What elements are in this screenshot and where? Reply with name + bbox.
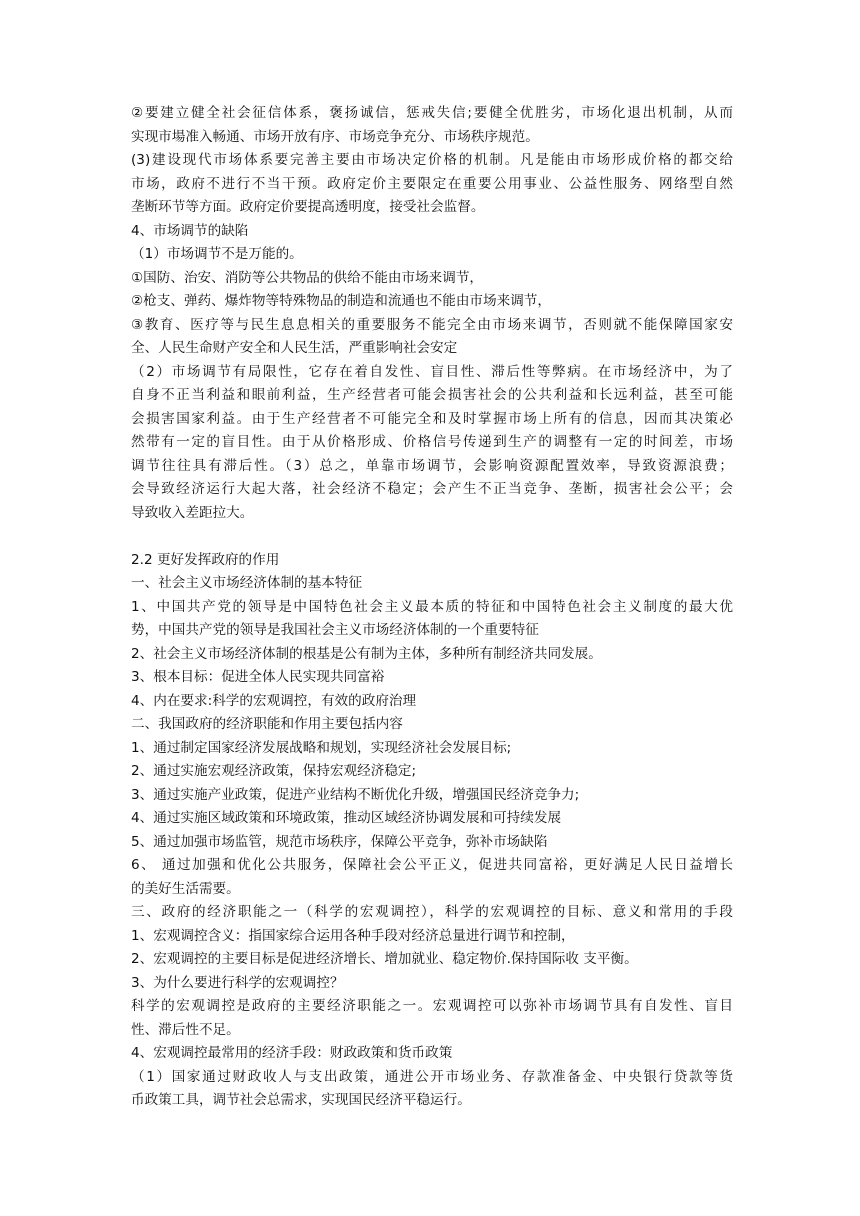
- text-line: 3、根本目标：促进全体人民实现共同富裕: [131, 669, 385, 685]
- text-line: 导致收入差距拉大。: [131, 504, 254, 521]
- text-line: 4、内在要求:科学的宏观调控，有效的政府治理: [131, 692, 417, 709]
- text-line: ③教育、医疗等与民生息息相关的重要服务不能完全由市场来调节，否则就不能保障国家安: [131, 316, 733, 333]
- text-line: 的美好生活需要。: [131, 880, 240, 897]
- section-heading: 二、我国政府的经济职能和作用主要包括内容: [131, 716, 403, 732]
- document-page: [131, 102, 733, 1113]
- text-line: 1、中国共产党的领导是中国特色社会主义最本质的特征和中国特色社会主义制度的最大优: [131, 598, 733, 615]
- text-line: 2、宏观调控的主要目标是促进经济增长、增加就业、稳定物价.保持国际收 支平衡。: [131, 951, 638, 967]
- text-line: （2）市场调节有局限性，它存在着自发性、盲目性、滞后性等弊病。在市场经济中，为了: [131, 363, 733, 380]
- text-line: 3、为什么要进行科学的宏观调控？: [131, 974, 344, 991]
- text-line: 势，中国共产党的领导是我国社会主义市场经济体制的一个重要特征: [131, 622, 539, 638]
- text-line: 5、通过加强市场监管，规范市场秩序，保障公平竞争，弥补市场缺陷: [131, 833, 548, 850]
- text-line: 全、人民生命财产安全和人民生活，严重影响社会安定: [131, 340, 458, 356]
- text-line: 2、社会主义市场经济体制的根基是公有制为主体，多种所有制经济共同发展。: [131, 645, 602, 662]
- text-line: ①国防、治安、消防等公共物品的供给不能由市场来调节，: [131, 269, 484, 286]
- text-line: 科学的宏观调控是政府的主要经济职能之一。宏观调控可以弥补市场调节具有自发性、盲目: [131, 998, 733, 1014]
- blank-line: [131, 525, 733, 549]
- section-heading: 三、政府的经济职能之一（科学的宏观调控），科学的宏观调控的目标、意义和常用的手段: [131, 904, 733, 920]
- text-line: 1、宏观调控含义：指国家综合运用各种手段对经济总量进行调节和控制，: [131, 927, 575, 944]
- text-line: 会导致经济运行大起大落，社会经济不稳定；会产生不正当竞争、垄断，损害社会公平；会: [131, 481, 733, 497]
- text-line: 币政策工具，调节社会总需求，实现国民经济平稳运行。: [131, 1092, 471, 1108]
- text-line: 1、通过制定国家经济发展战略和规划，实现经济社会发展目标;: [131, 739, 512, 756]
- text-line: 4、宏观调控最常用的经济手段：财政政策和货币政策: [131, 1045, 453, 1061]
- text-line: 2、通过实施宏观经济政策，保持宏观经济稳定;: [131, 763, 417, 779]
- text-line: 实现市場准入畅通、市场开放有序、市场竞争充分、市场秩序规范。: [131, 128, 539, 145]
- text-line: 6、 通过加强和优化公共服务，保障社会公平正义，促进共同富裕，更好满足人民日益增长: [131, 857, 733, 873]
- text-line: (3)建设现代市场体系要完善主要由市场决定价格的机制。凡是能由市场形成价格的都交给: [131, 152, 733, 168]
- text-line: 市场，政府不进行不当干预。政府定价主要限定在重要公用事业、公益性服务、网络型自然: [131, 175, 733, 192]
- text-line: 会损害国家利益。由于生产经营者不可能完全和及时掌握市场上所有的信息，因而其决策必: [131, 410, 733, 427]
- text-line: 4、通过实施区域政策和环境政策，推动区域经济协调发展和可持续发展: [131, 810, 562, 826]
- text-line: 垄断环节等方面。政府定价要提高透明度，接受社会监督。: [131, 199, 485, 215]
- text-line: 3、通过实施产业政策，促进产业结构不断优化升级，增强国民经济竞争力;: [131, 786, 580, 803]
- text-line: 然带有一定的盲目性。由于从价格形成、价格信号传递到生产的调整有一定的时间差，市场: [131, 434, 733, 450]
- text-line: 性、滞后性不足。: [131, 1021, 240, 1038]
- text-line: （1）国家通过财政收人与支出政策，通进公开市场业务、存款准备金、中央银行贷款等货: [131, 1068, 733, 1085]
- section-heading: 4、市场调节的缺陷: [131, 222, 249, 239]
- text-line: ②枪支、弹药、爆炸物等特殊物品的制造和流通也不能由市场来调节，: [131, 293, 551, 309]
- text-line: ②要建立健全社会征信体系，褒扬诚信，惩戒失信;要健全优胜劣，市场化退出机制，从而: [131, 105, 733, 121]
- section-heading: 2.2 更好发挥政府的作用: [131, 551, 280, 568]
- text-line: （1）市场调节不是万能的。: [131, 246, 303, 262]
- text-line: 自身不正当利益和眼前利益，生产经营者可能会损害社会的公共利益和长远利益，甚至可能: [131, 387, 733, 403]
- section-heading: 一、社会主义市场经济体制的基本特征: [131, 575, 363, 591]
- text-line: 调节往往具有滞后性。（3）总之，单靠市场调节，会影响资源配置效率，导致资源浪费；: [131, 457, 733, 474]
